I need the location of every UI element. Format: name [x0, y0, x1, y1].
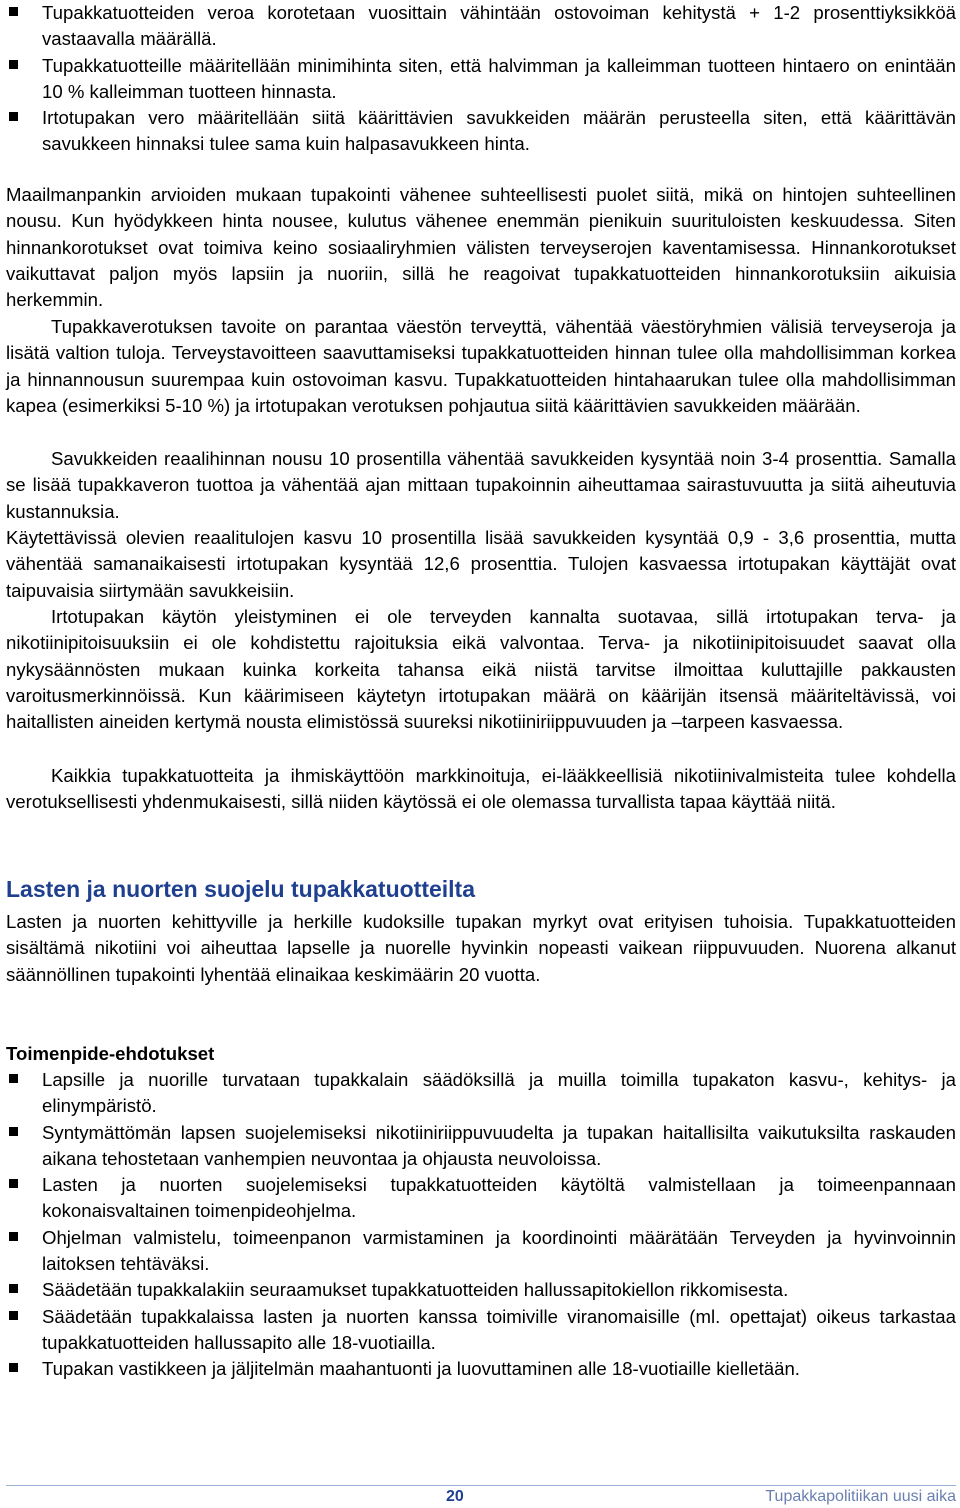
bullet-square-icon — [9, 1311, 18, 1320]
list-item: Tupakan vastikkeen ja jäljitelmän maahantuonti ja luovuttaminen alle 18-vuotiaille kielletään. — [6, 1356, 956, 1382]
list-item: Irtotupakan vero määritellään siitä käärittävien savukkeiden määrän perusteella siten, että käärittävän savukkeen hinnaksi tulee sama kuin halpasavukkeen hinta. — [6, 105, 956, 158]
paragraph-all-products: Kaikkia tupakkatuotteita ja ihmiskäyttöön markkinoituja, ei-lääkkeellisiä nikotiinivalmisteita tulee kohdella verotuksellisesti yhdenmukaisesti, sillä niiden käytössä ei ole olemassa turvallista tapaa käyttää niitä. — [6, 765, 956, 813]
list-item: Säädetään tupakkalakiin seuraamukset tupakkatuotteiden hallussapitokiellon rikkomisesta. — [6, 1277, 956, 1303]
paragraph-tax-goal: Tupakkaverotuksen tavoite on parantaa väestön terveyttä, vähentää väestöryhmien välisiä terveyseroja ja lisätä valtion tuloja. Terveystavoitteen saavuttamiseksi tupakkatuotteiden hinnan tulee olla mahdollisimman korkea ja hinnannousun suurempaa kuin ostovoiman kasvu. Tupakkatuotteiden hintahaarukan tulee olla mahdollisimman kapea (esimerkiksi 5-10 %) ja irtotupakan verotuksen pohjautua siitä käärittävien savukkeiden määrään. — [6, 316, 956, 416]
bullet-square-icon — [9, 1363, 18, 1372]
bullet-square-icon — [9, 1284, 18, 1293]
paragraph-real-price: Savukkeiden reaalihinnan nousu 10 prosentilla vähentää savukkeiden kysyntää noin 3-4 prosenttia. Samalla se lisää tupakkaveron tuottoa ja vähentää ajan mittaan tupakoinnin aiheuttamaa sairastuvuutta ja siitä aiheutuvia kustannuksia. — [6, 448, 956, 522]
paragraph-children: Lasten ja nuorten kehittyville ja herkille kudoksille tupakan myrkyt ovat erityisen tuhoisia. Tupakkatuotteiden sisältämä nikotiini voi aiheuttaa lapselle ja nuorelle hyvinkin nopeasti vaikean riippuvuuden. Nuorena alkanut säännöllinen tupakointi lyhentää elinaikaa keskimäärin 20 vuotta. — [6, 911, 956, 985]
bullet-square-icon — [9, 60, 18, 69]
paragraph-real-income: Käytettävissä olevien reaalitulojen kasvu 10 prosentilla lisää savukkeiden kysyntää 0,9 - 3,6 prosenttia, mutta vähentää samanaikaisesti irtotupakan kysyntää 12,6 prosenttia. Tulojen kasvaessa irtotupakan käyttäjät ovat taipuvaisia siirtymään savukkeisiin. — [6, 527, 956, 601]
list-item: Tupakkatuotteille määritellään minimihinta siten, että halvimman ja kalleimman tuotteen hintaero on enintään 10 % kalleimman tuotteen hinnasta. — [6, 53, 956, 106]
bullet-square-icon — [9, 1179, 18, 1188]
list-item: Syntymättömän lapsen suojelemiseksi nikotiiniriippuvuudelta ja tupakan haitallisilta vaikutuksilta raskauden aikana tehostetaan vanhempien neuvontaa ja ohjausta neuvoloissa. — [6, 1120, 956, 1173]
top-bullet-list — [6, 0, 956, 158]
measures-list — [6, 1067, 956, 1383]
bullet-square-icon — [9, 7, 18, 16]
measures-subheading: Toimenpide-ehdotukset — [6, 1043, 215, 1064]
bullet-square-icon — [9, 1232, 18, 1241]
list-item: Säädetään tupakkalaissa lasten ja nuorten kanssa toimiville viranomaisille (ml. opettajat) oikeus tarkastaa tupakkatuotteiden hallussapito alle 18-vuotiailla. — [6, 1304, 956, 1357]
section-heading: Lasten ja nuorten suojelu tupakkatuotteilta — [6, 876, 476, 902]
page-number: 20 — [446, 1488, 464, 1505]
bullet-square-icon — [9, 1127, 18, 1136]
footer-divider — [6, 1485, 956, 1486]
footer-document-title: Tupakkapolitiikan uusi aika — [765, 1488, 956, 1505]
bullet-square-icon — [9, 1074, 18, 1083]
list-item: Lasten ja nuorten suojelemiseksi tupakkatuotteiden käytöltä valmistellaan ja toimeenpannaan kokonaisvaltainen toimenpideohjelma. — [6, 1172, 956, 1225]
paragraph-world-bank: Maailmanpankin arvioiden mukaan tupakointi vähenee suhteellisesti puolet siitä, mikä on hintojen suhteellinen nousu. Kun hyödykkeen hinta nousee, kulutus vähenee enemmän pienikuin suurituloisten keskuudessa. Siten hinnankorotukset ovat toimiva keino sosiaaliryhmien välisten terveyserojen kaventamisessa. Hinnankorotukset vaikuttavat paljon myös lapsiin ja nuoriin, sillä he reagoivat tupakkatuotteiden hinnankorotuksiin aikuisia herkemmin. — [6, 184, 956, 311]
list-item: Ohjelman valmistelu, toimeenpanon varmistaminen ja koordinointi määrätään Terveyden ja hyvinvoinnin laitoksen tehtäväksi. — [6, 1225, 956, 1278]
list-item: Lapsille ja nuorille turvataan tupakkalain säädöksillä ja muilla toimilla tupakaton kasvu-, kehitys- ja elinympäristö. — [6, 1067, 956, 1120]
list-item: Tupakkatuotteiden veroa korotetaan vuosittain vähintään ostovoiman kehitystä + 1-2 prosenttiyksikköä vastaavalla määrällä. — [6, 0, 956, 53]
bullet-square-icon — [9, 112, 18, 121]
paragraph-rolling-tobacco: Irtotupakan käytön yleistyminen ei ole terveyden kannalta suotavaa, sillä irtotupakan terva- ja nikotiinipitoisuuksiin ei ole kohdistettu rajoituksia eikä valvontaa. Terva- ja nikotiinipitoisuudet saavat olla nykysäännösten mukaan kuinka korkeita tahansa eikä niistä tarvitse ilmoittaa kuluttajille pakkausten varoitusmerkinnöissä. Kun käärimiseen käytetyn irtotupakan määrä on käärijän itsensä määriteltävissä, voi haitallisten aineiden kertymä nousta elimistössä suureksi nikotiiniriippuvuuden ja –tarpeen kasvaessa. — [6, 606, 956, 733]
